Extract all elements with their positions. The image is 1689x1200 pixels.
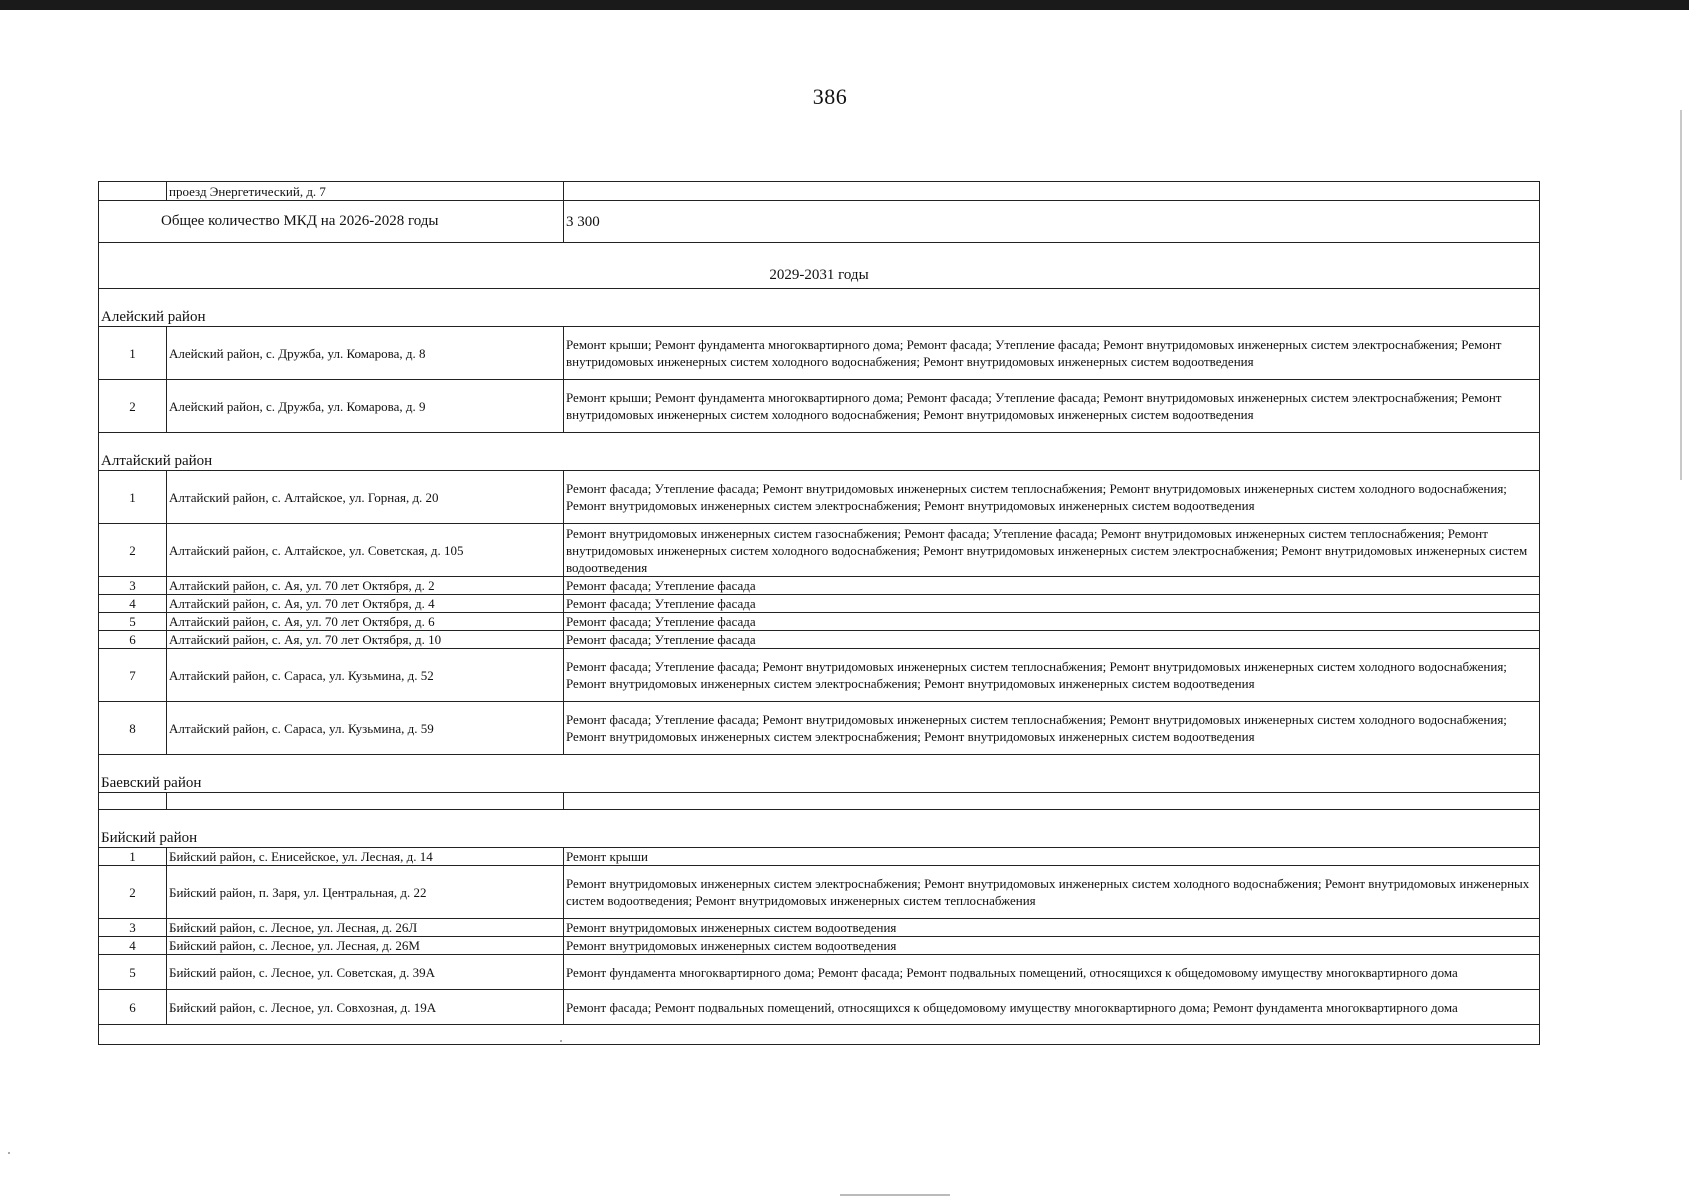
table-row — [99, 955, 1540, 990]
district-header-cell — [99, 755, 1540, 793]
total-value: 3 300 — [566, 213, 600, 230]
row-number-cell: 1 — [99, 848, 167, 866]
total-label: Общее количество МКД на 2026-2028 годы — [161, 213, 439, 229]
works-cell — [564, 182, 1540, 201]
district-header-row — [99, 289, 1540, 327]
address-cell: Бийский район, с. Лесное, ул. Лесная, д. 26М — [167, 937, 564, 955]
row-number-cell: 6 — [99, 990, 167, 1025]
blank-row — [99, 1025, 1540, 1045]
total-row — [99, 201, 1540, 243]
row-number-cell: 1 — [99, 471, 167, 524]
table-row — [99, 919, 1540, 937]
table-row — [99, 524, 1540, 577]
row-number-cell: 3 — [99, 577, 167, 595]
table-row — [99, 848, 1540, 866]
address-cell: Алтайский район, с. Ая, ул. 70 лет Октября, д. 10 — [167, 631, 564, 649]
table-row — [99, 380, 1540, 433]
address-cell: Алтайский район, с. Ая, ул. 70 лет Октября, д. 4 — [167, 595, 564, 613]
works-cell: Ремонт фасада; Ремонт подвальных помещений, относящихся к общедомовому имуществу многоквартирного дома; Ремонт фундамента многоквартирного дома — [564, 990, 1540, 1025]
scan-top-border — [0, 0, 1689, 10]
works-cell: Ремонт внутридомовых инженерных систем водоотведения — [564, 937, 1540, 955]
works-cell: Ремонт крыши; Ремонт фундамента многоквартирного дома; Ремонт фасада; Утепление фасада; Ремонт внутридомовых инженерных систем электроснабжения; Ремонт внутридомовых инженерных систем холодного водоснабжения; Ремонт внутридомовых инженерных систем водоотведения — [564, 380, 1540, 433]
address-cell: Алтайский район, с. Алтайское, ул. Советская, д. 105 — [167, 524, 564, 577]
row-number-cell: 8 — [99, 702, 167, 755]
works-cell: Ремонт фасада; Утепление фасада — [564, 577, 1540, 595]
works-cell: Ремонт фасада; Утепление фасада — [564, 613, 1540, 631]
table-row — [99, 990, 1540, 1025]
works-cell: Ремонт крыши — [564, 848, 1540, 866]
row-number-cell: 7 — [99, 649, 167, 702]
row-number-cell: 4 — [99, 595, 167, 613]
address-cell: Алтайский район, с. Ая, ул. 70 лет Октября, д. 2 — [167, 577, 564, 595]
empty-row — [99, 793, 1540, 810]
address-cell: Бийский район, п. Заря, ул. Центральная, д. 22 — [167, 866, 564, 919]
works-cell: Ремонт внутридомовых инженерных систем газоснабжения; Ремонт фасада; Утепление фасада; Ремонт внутридомовых инженерных систем теплоснабжения; Ремонт внутридомовых инженерных систем холодного водоснабжения; Ремонт внутридомовых инженерных систем электроснабжения; Ремонт внутридомовых инженерных систем водоотведения — [564, 524, 1540, 577]
table-row — [99, 866, 1540, 919]
address-cell: Алтайский район, с. Алтайское, ул. Горная, д. 20 — [167, 471, 564, 524]
page-number: 386 — [812, 84, 848, 109]
scan-edge-line — [1680, 110, 1682, 480]
row-number-cell: 2 — [99, 524, 167, 577]
district-header-row — [99, 433, 1540, 471]
district-header-cell — [99, 289, 1540, 327]
row-number-cell: 5 — [99, 613, 167, 631]
table-row — [99, 577, 1540, 595]
district-header-row — [99, 755, 1540, 793]
table-row — [99, 471, 1540, 524]
address-cell: Алейский район, с. Дружба, ул. Комарова, д. 9 — [167, 380, 564, 433]
row-number-cell: 6 — [99, 631, 167, 649]
address-cell: Алейский район, с. Дружба, ул. Комарова, д. 8 — [167, 327, 564, 380]
address-cell: Бийский район, с. Енисейское, ул. Лесная, д. 14 — [167, 848, 564, 866]
works-cell: Ремонт фасада; Утепление фасада; Ремонт внутридомовых инженерных систем теплоснабжения; Ремонт внутридомовых инженерных систем холодного водоснабжения; Ремонт внутридомовых инженерных систем электроснабжения; Ремонт внутридомовых инженерных систем водоотведения — [564, 702, 1540, 755]
table-row — [99, 182, 1540, 201]
district-header-cell — [99, 433, 1540, 471]
district-header-row — [99, 810, 1540, 848]
empty-cell — [167, 793, 564, 810]
table-row — [99, 649, 1540, 702]
empty-cell — [99, 793, 167, 810]
works-cell: Ремонт фасада; Утепление фасада; Ремонт внутридомовых инженерных систем теплоснабжения; Ремонт внутридомовых инженерных систем холодного водоснабжения; Ремонт внутридомовых инженерных систем электроснабжения; Ремонт внутридомовых инженерных систем водоотведения — [564, 471, 1540, 524]
works-cell: Ремонт крыши; Ремонт фундамента многоквартирного дома; Ремонт фасада; Утепление фасада; Ремонт внутридомовых инженерных систем электроснабжения; Ремонт внутридомовых инженерных систем холодного водоснабжения; Ремонт внутридомовых инженерных систем водоотведения — [564, 327, 1540, 380]
address-cell: Алтайский район, с. Ая, ул. 70 лет Октября, д. 6 — [167, 613, 564, 631]
table-row — [99, 631, 1540, 649]
blank-cell — [99, 1025, 1540, 1045]
empty-cell — [564, 793, 1540, 810]
register-body — [99, 182, 1540, 1045]
address-cell: Алтайский район, с. Сараса, ул. Кузьмина, д. 52 — [167, 649, 564, 702]
works-cell: Ремонт фундамента многоквартирного дома; Ремонт фасада; Ремонт подвальных помещений, относящихся к общедомовому имуществу многоквартирного дома — [564, 955, 1540, 990]
table-row — [99, 937, 1540, 955]
table-row — [99, 327, 1540, 380]
table-row — [99, 595, 1540, 613]
works-cell: Ремонт внутридомовых инженерных систем водоотведения — [564, 919, 1540, 937]
row-number-cell: 4 — [99, 937, 167, 955]
row-number-cell: 2 — [99, 866, 167, 919]
scan-bottom-mark — [840, 1194, 950, 1196]
district-name: Алейский район — [101, 309, 206, 325]
period-cell — [99, 243, 1540, 289]
table-row — [99, 613, 1540, 631]
address-cell: Алтайский район, с. Сараса, ул. Кузьмина, д. 59 — [167, 702, 564, 755]
row-number-cell: 5 — [99, 955, 167, 990]
address-cell: проезд Энергетический, д. 7 — [167, 182, 564, 201]
district-name: Алтайский район — [101, 453, 213, 469]
row-number-cell — [99, 182, 167, 201]
address-cell: Бийский район, с. Лесное, ул. Совхозная, д. 19А — [167, 990, 564, 1025]
works-cell: Ремонт внутридомовых инженерных систем электроснабжения; Ремонт внутридомовых инженерных систем холодного водоснабжения; Ремонт внутридомовых инженерных систем водоотведения; Ремонт внутридомовых инженерных систем теплоснабжения — [564, 866, 1540, 919]
period-heading: 2029-2031 годы — [769, 267, 869, 283]
scan-speck — [8, 1152, 10, 1154]
works-cell: Ремонт фасада; Утепление фасада — [564, 595, 1540, 613]
table-row — [99, 702, 1540, 755]
address-cell: Бийский район, с. Лесное, ул. Советская, д. 39А — [167, 955, 564, 990]
row-number-cell: 3 — [99, 919, 167, 937]
works-cell: Ремонт фасада; Утепление фасада; Ремонт внутридомовых инженерных систем теплоснабжения; Ремонт внутридомовых инженерных систем холодного водоснабжения; Ремонт внутридомовых инженерных систем электроснабжения; Ремонт внутридомовых инженерных систем водоотведения — [564, 649, 1540, 702]
row-number-cell: 2 — [99, 380, 167, 433]
district-header-cell — [99, 810, 1540, 848]
total-label-cell — [99, 201, 564, 243]
district-name: Бийский район — [101, 830, 198, 846]
works-cell: Ремонт фасада; Утепление фасада — [564, 631, 1540, 649]
repair-register-table — [98, 181, 1540, 1045]
total-value-cell — [564, 201, 1540, 243]
period-row — [99, 243, 1540, 289]
row-number-cell: 1 — [99, 327, 167, 380]
district-name: Баевский район — [101, 775, 202, 791]
address-cell: Бийский район, с. Лесное, ул. Лесная, д. 26Л — [167, 919, 564, 937]
